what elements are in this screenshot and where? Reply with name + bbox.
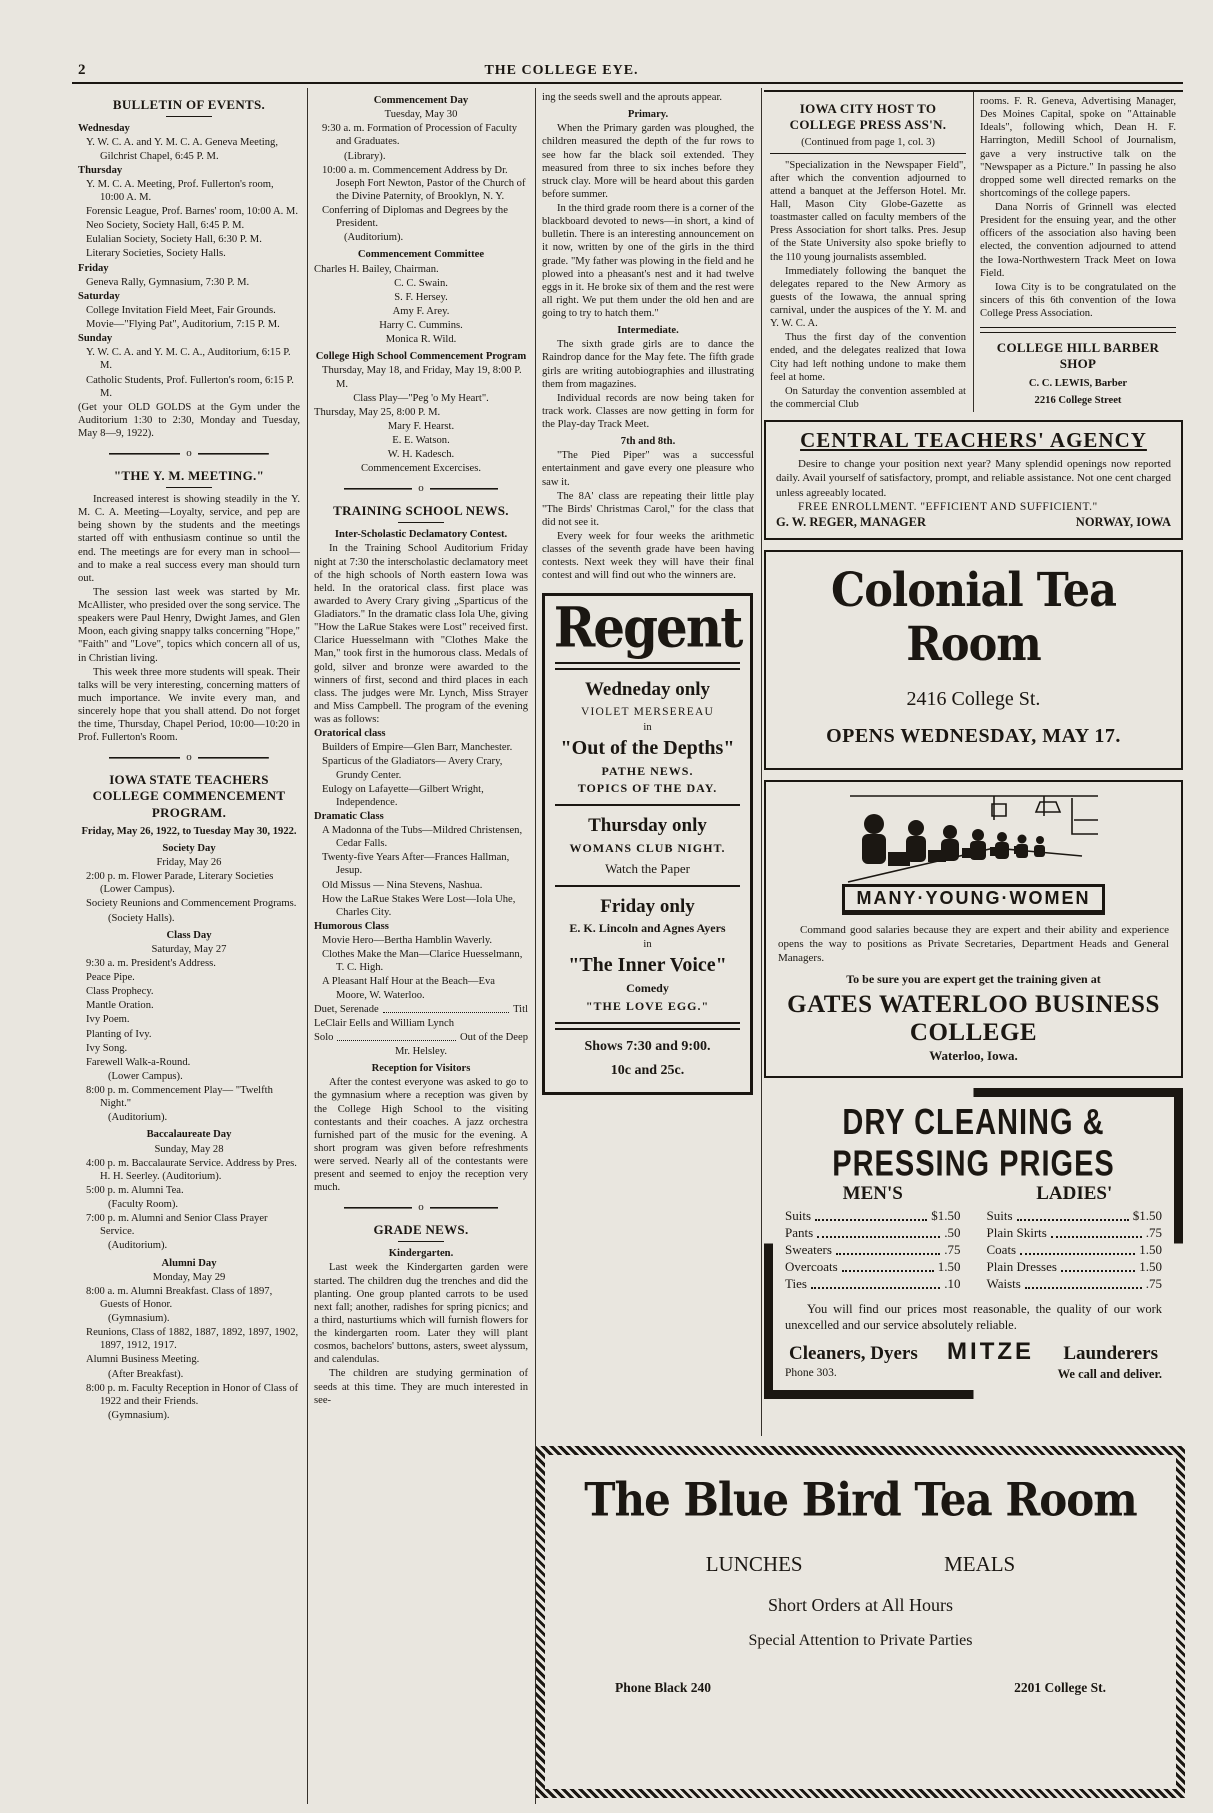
- hanging-item: Neo Society, Society Hall, 6:45 P. M.: [86, 220, 245, 232]
- dot-leader-line: Solo Out of the Deep: [314, 1031, 528, 1043]
- centered-line: Tuesday, May 30: [384, 109, 458, 121]
- short-divider: [166, 487, 212, 488]
- indented-line: (Society Halls).: [108, 912, 175, 924]
- price-columns: [785, 1183, 1162, 1293]
- article-headline: BULLETIN OF EVENTS.: [112, 97, 266, 112]
- paragraph: After the contest everyone was asked to go to the gymnasium where a reception was given by the College High School to the visiting contestants and their coaches. A jazz orchestra furnished part of the music for the evening. A short program was given before refreshments were served. Nearly all of the contestants were present and seemed to enjoy the reception very much.: [314, 1077, 528, 1194]
- centered-line: S. F. Hersey.: [394, 291, 448, 303]
- bold-label-line: Wednesday: [78, 123, 130, 135]
- hanging-item: Peace Pipe.: [86, 972, 135, 983]
- price-row: Overcoats 1.50: [785, 1258, 961, 1274]
- agency-footer: [776, 515, 1171, 530]
- article-headline: TRAINING SCHOOL NEWS.: [333, 503, 509, 518]
- regent-comedy-title: "THE LOVE EGG.": [585, 999, 710, 1013]
- dry-cleaning-brand-row: [785, 1338, 1162, 1366]
- hanging-item: Planting of Ivy.: [86, 1028, 152, 1040]
- regent-showtimes: Shows 7:30 and 9:00.: [584, 1038, 711, 1054]
- cleaners-dyers-label: Cleaners, Dyers: [789, 1343, 918, 1365]
- indented-line: (Auditorium).: [108, 1240, 168, 1252]
- hanging-item: 7:00 p. m. Alumni and Senior Class Prayer Service.: [86, 1213, 268, 1238]
- gates-business-college-ad: [764, 780, 1183, 1078]
- blue-bird-address: 2201 College St.: [1014, 1680, 1106, 1695]
- centered-line: Sunday, May 28: [154, 1143, 224, 1155]
- right-upper-section: [536, 88, 1185, 1436]
- article-headline: GRADE NEWS.: [373, 1222, 469, 1237]
- regent-theater-ad: [542, 593, 753, 1095]
- centered-line: Amy F. Arey.: [392, 305, 450, 317]
- rule-divider: [770, 153, 966, 154]
- paragraph: The children are studying germination of seeds at this time. They are much interested in see-: [314, 1368, 528, 1406]
- indented-line: (Gymnasium).: [108, 1313, 170, 1324]
- centered-subhead: Intermediate.: [617, 325, 679, 337]
- gates-body-text: Command good salaries because they are expert and their ability and experience opens the way to positions as Private Secretaries, Department Heads and General Managers.: [778, 923, 1169, 965]
- dry-cleaning-title: DRY CLEANING & PRESSING PRIGES: [832, 1102, 1115, 1184]
- ladies-header: LADIES': [1036, 1182, 1113, 1204]
- rule: [555, 804, 740, 806]
- double-rule: [555, 662, 740, 670]
- agency-manager: G. W. REGER, MANAGER: [776, 514, 927, 529]
- bold-label-line: Sunday: [78, 333, 113, 345]
- bold-label-line: Humorous Class: [314, 920, 389, 932]
- hanging-item: 4:00 p. m. Baccalaurate Service. Address by Pres. H. H. Seerley. (Auditorium).: [86, 1157, 297, 1182]
- centered-subhead: Alumni Day: [161, 1257, 217, 1269]
- regent-comedy-label: Comedy: [626, 981, 669, 996]
- centered-line: Monica R. Wild.: [385, 334, 457, 346]
- regent-prices: 10c and 25c.: [610, 1063, 685, 1079]
- paragraph: In the Training School Auditorium Friday night at 7:30 the interscholastic declamatory meet of the high schools of North eastern Iowa was held. In the oratorical class. first place was awarded to Avery Crary giving „Sparticus of the Gladiators." In the dramatic class Iola Uhe, giving "How the LaRue Stakes were Lost" received first. Clarice Huesselmann with "Clothes Make the Man," took first in the humorous class. Medals of gold, silver and bronze were awarded to the winners of first, second and third places in each class. The judges were Mr. Lynch, Miss Strayer and Miss Campbell. The program of the evening was as follows:: [314, 543, 528, 725]
- column-1: [72, 88, 308, 1804]
- mens-price-list: [785, 1208, 961, 1292]
- hanging-item: A Pleasant Half Hour at the Beach—Eva Moore, W. Waterloo.: [322, 976, 495, 1001]
- hanging-item: Eulalian Society, Society Hall, 6:30 P. M.: [86, 234, 262, 246]
- hanging-item: A Madonna of the Tubs—Mildred Christensen, Cedar Falls.: [322, 825, 523, 850]
- rule: [555, 885, 740, 887]
- gates-training-line: To be sure you are expert get the training given at: [846, 971, 1101, 986]
- centered-subhead: Baccalaureate Day: [146, 1129, 232, 1141]
- hanging-item: Society Reunions and Commencement Programs.: [86, 898, 297, 910]
- hanging-item: 5:00 p. m. Alumni Tea.: [86, 1184, 184, 1196]
- short-divider: [166, 116, 212, 117]
- centered-line: E. E. Watson.: [392, 435, 450, 446]
- dry-cleaning-footer: [785, 1367, 1162, 1382]
- hanging-item: Catholic Students, Prof. Fullerton's room, 6:15 P. M.: [86, 374, 294, 399]
- centered-line: W. H. Kadesch.: [387, 449, 455, 461]
- centered-line: Commencement Excercises.: [360, 463, 482, 475]
- bold-label-line: Friday: [78, 262, 109, 274]
- regent-in-label: in: [643, 721, 652, 733]
- price-row: Plain Dresses 1.50: [986, 1258, 1162, 1274]
- hanging-item: Builders of Empire—Glen Barr, Manchester.: [322, 742, 513, 754]
- mens-header: MEN'S: [842, 1182, 903, 1204]
- hanging-item: 8:00 p. m. Faculty Reception in Honor of Class of 1922 and their Friends.: [86, 1382, 299, 1407]
- plain-line: LeClair Eells and William Lynch: [314, 1017, 455, 1029]
- hanging-item: Thursday, May 18, and Friday, May 19, 8:00 P. M.: [322, 365, 522, 390]
- mitze-dry-cleaning-ad: [764, 1088, 1183, 1400]
- paragraph: rooms. F. R. Geneva, Advertising Manager, Des Moines Capital, spoke on "Attainable Ideals", following which, Dean H. F. Harrington, Medill School of Journalism, gave a very instructive talk on the "Newspaper as a Picture." In passing he also dropped some well directed remarks on the shortcomings of the college papers.: [980, 96, 1176, 199]
- price-row: Pants .50: [785, 1224, 961, 1240]
- colonial-title: Colonial Tea Room: [831, 563, 1116, 672]
- article-headline: IOWA STATE TEACHERS COLLEGE COMMENCEMENT PROGRAM.: [92, 772, 286, 820]
- short-divider: [398, 1241, 444, 1242]
- agency-enrollment-line: FREE ENROLLMENT. "EFFICIENT AND SUFFICIENT.": [798, 500, 1098, 513]
- centered-line: Harry C. Cummins.: [379, 320, 463, 331]
- paragraph: Last week the Kindergarten garden were started. The children dug the trenches and did the planting. One group planted carrots to be used next fall; another, radishes for spring picnics; and a third, nasturtiums which will furnish flowers for the kindergarten room. Later they will plant cosmos, bachelors' buttons, asters, sweet alyssum, and calendulas.: [314, 1262, 528, 1366]
- section-divider: o: [78, 447, 300, 461]
- regent-title: Regent: [553, 594, 742, 660]
- bold-label-line: Saturday: [78, 290, 120, 302]
- article-headline: COLLEGE HILL BARBER SHOP: [996, 340, 1160, 372]
- centered-subhead: Class Day: [166, 929, 212, 941]
- centered-line: Friday, May 26: [156, 857, 222, 868]
- blue-bird-phone: Phone Black 240: [615, 1680, 712, 1695]
- page-body: [0, 84, 1213, 1804]
- centered-subhead: Primary.: [627, 109, 669, 121]
- price-row: Coats 1.50: [986, 1241, 1162, 1257]
- price-row: Suits $1.50: [986, 1207, 1162, 1223]
- paragraph: Dana Norris of Grinnell was elected President for the ensuing year, and the other officers of the association also having been elected, the convention adjourned to attend the Iowa-Northwestern Track Meet on Iowa Field.: [980, 202, 1176, 279]
- many-young-women-banner: MANY·YOUNG·WOMEN: [842, 884, 1106, 915]
- agency-body: Desire to change your position next year? Many splendid openings now reported daily. Avail yourself of satisfactory, prompt, and reliable assistance. Not one cent charged unless agreeably located.: [776, 458, 1171, 499]
- regent-thursday-line: WOMANS CLUB NIGHT.: [569, 840, 726, 855]
- centered-subhead: 2216 College Street: [1034, 394, 1122, 406]
- young-women-office-illustration: [844, 790, 1104, 888]
- column-3-articles: [542, 91, 754, 583]
- hanging-item: How the LaRue Stakes Were Lost—Iola Uhe, Charles City.: [322, 893, 516, 918]
- paragraph: When the Primary garden was ploughed, the children measured the depth of the fur rows to see how far the black soil extended. They measured from three to six inches before they struck clay. More will be heard about this garden before summer.: [542, 123, 754, 200]
- column-5: [974, 92, 1183, 412]
- hanging-item: Clothes Make the Man—Clarice Huesselmann, T. C. High.: [322, 949, 523, 974]
- regent-topics: TOPICS OF THE DAY.: [577, 781, 718, 796]
- page-header: [0, 0, 1213, 82]
- regent-in-label: in: [643, 939, 652, 951]
- indented-line: (Faculty Room).: [108, 1199, 179, 1210]
- regent-watch-paper: Watch the Paper: [605, 860, 690, 876]
- centered-subhead: Society Day: [162, 842, 216, 854]
- double-rule: [555, 1022, 740, 1030]
- colonial-address: 2416 College St.: [906, 687, 1041, 710]
- centered-line: Monday, May 29: [152, 1271, 226, 1283]
- launderers-label: Launderers: [1063, 1343, 1158, 1365]
- hanging-item: College Invitation Field Meet, Fair Grounds.: [86, 304, 276, 316]
- colonial-tea-room-ad: [764, 550, 1183, 770]
- delivery-note: We call and deliver.: [1057, 1367, 1162, 1382]
- ladies-price-column: [987, 1183, 1163, 1293]
- price-row: Sweaters .75: [785, 1241, 961, 1257]
- centered-subhead: College High School Commencement Program: [315, 351, 527, 363]
- hanging-item: Y. W. C. A. and Y. M. C. A. Geneva Meeting, Gilchrist Chapel, 6:45 P. M.: [86, 137, 278, 162]
- hanging-item: 8:00 p. m. Commencement Play— "Twelfth Night.": [86, 1085, 273, 1110]
- meals-label: MEALS: [944, 1552, 1016, 1576]
- hanging-item: 2:00 p. m. Flower Parade, Literary Societies (Lower Campus).: [86, 871, 274, 896]
- section-divider: o: [314, 1201, 528, 1215]
- ladies-price-list: [987, 1208, 1163, 1292]
- bold-label-line: Oratorical class: [314, 728, 386, 740]
- paragraph: "The Pied Piper" was a successful entertainment and gave every one pleasure who saw it.: [542, 450, 754, 488]
- central-teachers-agency-ad: [764, 420, 1183, 540]
- indented-line: (After Breakfast).: [108, 1368, 184, 1380]
- article-headline: "THE Y. M. MEETING.": [113, 467, 265, 483]
- centered-subhead: Reception for Visitors: [371, 1063, 471, 1075]
- regent-pathe-news: PATHE NEWS.: [601, 763, 694, 778]
- plain-line: Thursday, May 25, 8:00 P. M.: [314, 406, 441, 418]
- mitze-brand: MITZE: [947, 1338, 1035, 1366]
- centered-subhead: Inter-Scholastic Declamatory Contest.: [334, 529, 508, 541]
- paragraph: "Specialization in the Newspaper Field", after which the convention adjourned to attend a banquet at the Jefferson Hotel. Mr. Hall, Mason City Globe-Gazette as toastmaster called on faculty members of the Press Association for short talks. Pres. Jesup of the State University also spoke briefly to the 110 young journalists assembled.: [770, 159, 966, 263]
- paragraph: The session last week was started by Mr. McAllister, who presided over the song service. The speakers were Paul Henry, Dwight James, and Glen Moon, each giving snappy talks concerning "Hope," "Faith" and "Love", topics which concern all of us, in Christian living.: [78, 586, 300, 664]
- paragraph: (Get your OLD GOLDS at the Gym under the Auditorium 1:30 to 2:30, Monday and Tuesday, May 8—9, 1922).: [78, 401, 300, 439]
- hanging-item: Alumni Business Meeting.: [86, 1354, 200, 1366]
- bold-label-line: Dramatic Class: [314, 810, 384, 822]
- paragraph: In the third grade room there is a corner of the blackboard devoted to news—in short, a kind of bulletin. There is an interesting announcement on it now, written by one of the girls in the third grade. "My father was plowing in the field and he plowed into a pheasant's nest and it had twelve eggs in it. He broke six of them and the rest were all right. We put them under the old hen and are going to try to hatch them.": [542, 203, 754, 319]
- blue-bird-footer: [575, 1680, 1146, 1696]
- hanging-item: Eulogy on Lafayette—Gilbert Wright, Independence.: [322, 783, 484, 808]
- paragraph: The sixth grade girls are to dance the Raindrop dance for the May fete. The fifth grade girls are writing autobiographies and illustrating them from magazines.: [542, 339, 754, 390]
- indented-line: (Auditorium).: [344, 232, 404, 244]
- regent-thursday-label: Thursday only: [588, 815, 707, 837]
- plain-line: Charles H. Bailey, Chairman.: [314, 263, 439, 275]
- hanging-item: 8:00 a. m. Alumni Breakfast. Class of 1897, Guests of Honor.: [86, 1285, 273, 1310]
- regent-wednesday-label: Wedneday only: [584, 679, 711, 700]
- centered-line: Mary F. Hearst.: [387, 420, 455, 432]
- paragraph: Iowa City is to be congratulated on the sincers of this 6th convention of the Iowa College Press Association.: [980, 281, 1176, 319]
- paragraph: The 8A' class are repeating their little play "The Birds' Christmas Carol," for the class that did not see it.: [542, 490, 754, 528]
- paragraph: ing the seeds swell and the aprouts appear.: [542, 92, 723, 103]
- price-row: Plain Skirts .75: [986, 1224, 1162, 1240]
- hanging-item: 9:30 a. m. President's Address.: [86, 957, 216, 969]
- short-orders-line: Short Orders at All Hours: [768, 1595, 953, 1615]
- section-divider: o: [78, 751, 300, 765]
- hanging-item: Old Missus — Nina Stevens, Nashua.: [322, 879, 483, 891]
- price-row: Waists .75: [986, 1275, 1162, 1291]
- hanging-item: Reunions, Class of 1882, 1887, 1892, 1897, 1902, 1897, 1912, 1917.: [86, 1327, 299, 1352]
- section-divider: o: [314, 482, 528, 496]
- hanging-item: Geneva Rally, Gymnasium, 7:30 P. M.: [86, 276, 250, 288]
- column-3: [536, 88, 762, 1436]
- phone-number: Phone 303.: [785, 1367, 837, 1380]
- page-number: 2: [78, 62, 86, 78]
- centered-line: Mr. Helsley.: [395, 1046, 447, 1057]
- hanging-item: Twenty-five Years After—Frances Hallman, Jesup.: [322, 852, 510, 877]
- centered-subhead: Friday, May 26, 1922, to Tuesday May 30, 1922.: [81, 825, 297, 837]
- hanging-item: Sparticus of the Gladiators— Avery Crary, Grundy Center.: [322, 756, 503, 781]
- hanging-item: Class Prophecy.: [86, 986, 154, 998]
- dry-cleaning-note: You will find our prices most reasonable, the quality of our work unexcelled and our service absolutely reliable.: [785, 1301, 1162, 1333]
- column-4: [764, 92, 974, 412]
- regent-friday-film: "The Inner Voice": [568, 954, 727, 977]
- hanging-item: Farewell Walk-a-Round.: [86, 1056, 191, 1068]
- centered-line: Saturday, May 27: [151, 943, 227, 955]
- column-2: [308, 88, 536, 1804]
- hanging-item: Y. M. C. A. Meeting, Prof. Fullerton's room, 10:00 A. M.: [86, 178, 274, 203]
- columns-4-5-area: [762, 88, 1185, 1436]
- mens-price-column: [785, 1183, 961, 1293]
- hanging-item: 10:00 a. m. Commencement Address by Dr. Joseph Fort Newton, Pastor of the Church of the Divine Paternity, of Brooklyn, N. Y.: [322, 164, 526, 202]
- hanging-item: 9:30 a. m. Formation of Procession of Faculty and Graduates.: [322, 123, 518, 148]
- gates-college-name: GATES WATERLOO BUSINESS COLLEGE: [787, 990, 1160, 1046]
- masthead-title: THE COLLEGE EYE.: [484, 63, 639, 78]
- paragraph: Thus the first day of the convention ended, and the delegates realized that Iowa City had left nothing undone to make them feel at home.: [770, 332, 966, 383]
- centered-subhead: Commencement Committee: [357, 249, 485, 261]
- hanging-item: Y. W. C. A. and Y. M. C. A., Auditorium, 6:15 P. M.: [86, 347, 291, 372]
- regent-friday-stars: E. K. Lincoln and Agnes Ayers: [569, 921, 726, 936]
- blue-bird-menu-row: [575, 1552, 1146, 1577]
- agency-location: NORWAY, IOWA: [1075, 514, 1171, 529]
- dot-leader-line: Duet, Serenade Titl: [314, 1003, 528, 1015]
- regent-wednesday-star: VIOLET MERSEREAU: [580, 705, 715, 718]
- paragraph: Increased interest is showing steadily in the Y. M. C. A. Meeting—Loyalty, service, and pep are being shown by the students and the meetings started off with enthusiasm continue so until the end. The meetings are for every man in school—and to make a real success every man should turn out.: [78, 494, 300, 584]
- hanging-item: Movie Hero—Bertha Hamblin Waverly.: [322, 935, 493, 946]
- paragraph: On Saturday the convention assembled at the commercial Club: [770, 385, 966, 410]
- price-row: Ties .10: [785, 1275, 961, 1291]
- hanging-item: Movie—"Flying Pat", Auditorium, 7:15 P. M.: [86, 319, 280, 330]
- colonial-opening-date: OPENS WEDNESDAY, MAY 17.: [826, 724, 1121, 747]
- indented-line: (Auditorium).: [108, 1112, 168, 1124]
- indented-line: (Lower Campus).: [108, 1070, 183, 1082]
- lunches-label: LUNCHES: [705, 1552, 803, 1576]
- centered-subhead: C. C. LEWIS, Barber: [1028, 377, 1128, 389]
- centered-line: (Continued from page 1, col. 3): [801, 136, 935, 148]
- paragraph: Individual records are now being taken for track work. Classes are now getting in form for the Play-day Track Meet.: [542, 392, 754, 430]
- hanging-item: Literary Societies, Society Halls.: [86, 248, 226, 260]
- hanging-item: Ivy Song.: [86, 1042, 128, 1054]
- gates-location: Waterloo, Iowa.: [929, 1047, 1018, 1063]
- bold-label-line: Thursday: [78, 164, 123, 176]
- paragraph: Every week for four weeks the arithmetic classes of the seventh grade have been having contests. Next week they will have their final contest and will find out who the winners are.: [542, 531, 754, 582]
- price-row: Suits $1.50: [785, 1207, 961, 1223]
- centered-line: Class Play—"Peg 'o My Heart".: [353, 392, 489, 404]
- short-divider: [398, 522, 444, 523]
- blue-bird-title: The Blue Bird Tea Room: [584, 1472, 1137, 1527]
- hanging-item: Ivy Poem.: [86, 1014, 130, 1026]
- press-association-story: [764, 90, 1183, 412]
- hanging-item: Forensic League, Prof. Barnes' room, 10:00 A. M.: [86, 206, 298, 217]
- double-rule-divider: [980, 327, 1176, 333]
- centered-line: C. C. Swain.: [394, 277, 448, 289]
- paragraph: Immediately following the banquet the delegates repared to the New Armory as guests of the Iowawa, the annual spring carnival, under the auspices of the Y. M. and Y. W. C. A.: [770, 265, 966, 330]
- hanging-item: Mantle Oration.: [86, 1000, 154, 1012]
- indented-line: (Gymnasium).: [108, 1409, 170, 1421]
- regent-wednesday-film: "Out of the Depths": [560, 736, 735, 759]
- hanging-item: Conferring of Diplomas and Degrees by the President.: [322, 205, 508, 230]
- paragraph: This week three more students will speak. Their talks will be very interesting, concerning matters of much importance. We invite every man, and sincerely hope that you shall attend. Do not forget the time, Thursday, Chapel Period, 10:00—10:20 in Prof. Fullerton's Room.: [78, 666, 300, 744]
- blue-bird-tea-room-ad: [536, 1446, 1185, 1798]
- right-section: [536, 88, 1185, 1804]
- centered-subhead: Kindergarten.: [388, 1248, 454, 1260]
- centered-subhead: Commencement Day: [373, 95, 469, 106]
- indented-line: (Library).: [344, 150, 386, 162]
- article-headline: IOWA CITY HOST TO COLLEGE PRESS ASS'N.: [789, 101, 947, 133]
- agency-title: CENTRAL TEACHERS' AGENCY: [800, 428, 1147, 452]
- centered-subhead: 7th and 8th.: [620, 436, 676, 448]
- private-parties-line: Special Attention to Private Parties: [748, 1632, 973, 1649]
- regent-friday-label: Friday only: [600, 895, 695, 917]
